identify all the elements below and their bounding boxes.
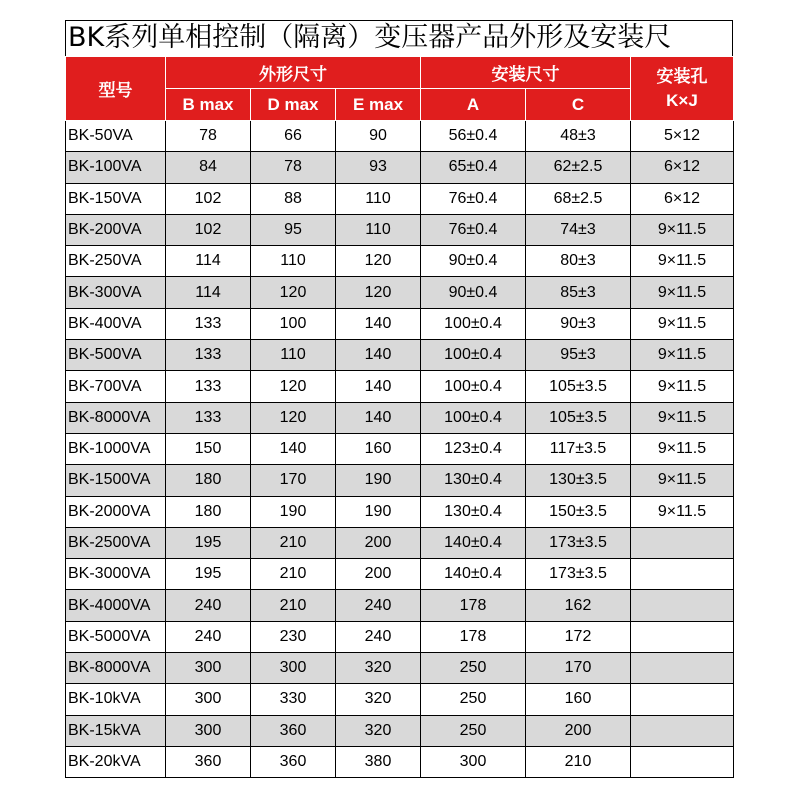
cell-model: BK-300VA xyxy=(66,277,166,308)
cell-c: 130±3.5 xyxy=(526,465,631,496)
cell-b-max: 300 xyxy=(166,653,251,684)
cell-model: BK-250VA xyxy=(66,246,166,277)
cell-model: BK-50VA xyxy=(66,121,166,152)
cell-e-max: 93 xyxy=(336,152,421,183)
cell-d-max: 140 xyxy=(251,433,336,464)
header-hole-label: 安装孔 xyxy=(656,66,708,86)
cell-d-max: 300 xyxy=(251,653,336,684)
cell-d-max: 170 xyxy=(251,465,336,496)
cell-b-max: 84 xyxy=(166,152,251,183)
cell-b-max: 300 xyxy=(166,715,251,746)
cell-d-max: 190 xyxy=(251,496,336,527)
table-row xyxy=(66,433,734,464)
cell-kj: 9×11.5 xyxy=(631,433,734,464)
cell-model: BK-5000VA xyxy=(66,621,166,652)
cell-d-max: 360 xyxy=(251,746,336,777)
cell-a: 76±0.4 xyxy=(421,183,526,214)
table-row xyxy=(66,684,734,715)
cell-d-max: 120 xyxy=(251,402,336,433)
table-row xyxy=(66,527,734,558)
cell-e-max: 320 xyxy=(336,715,421,746)
table-row xyxy=(66,746,734,777)
cell-d-max: 78 xyxy=(251,152,336,183)
cell-kj: 9×11.5 xyxy=(631,402,734,433)
cell-kj: 9×11.5 xyxy=(631,246,734,277)
cell-b-max: 180 xyxy=(166,496,251,527)
header-c: C xyxy=(526,89,631,121)
cell-c: 95±3 xyxy=(526,340,631,371)
table-row xyxy=(66,340,734,371)
table-row xyxy=(66,653,734,684)
cell-c: 85±3 xyxy=(526,277,631,308)
cell-b-max: 78 xyxy=(166,121,251,152)
cell-kj xyxy=(631,715,734,746)
cell-b-max: 133 xyxy=(166,371,251,402)
cell-d-max: 120 xyxy=(251,371,336,402)
cell-e-max: 320 xyxy=(336,653,421,684)
cell-model: BK-2500VA xyxy=(66,527,166,558)
table-body xyxy=(66,121,734,778)
header-d-max: D max xyxy=(251,89,336,121)
cell-e-max: 160 xyxy=(336,433,421,464)
table-row xyxy=(66,715,734,746)
table-row xyxy=(66,590,734,621)
cell-c: 62±2.5 xyxy=(526,152,631,183)
cell-d-max: 230 xyxy=(251,621,336,652)
cell-e-max: 90 xyxy=(336,121,421,152)
cell-model: BK-3000VA xyxy=(66,559,166,590)
cell-a: 123±0.4 xyxy=(421,433,526,464)
cell-a: 56±0.4 xyxy=(421,121,526,152)
cell-kj: 9×11.5 xyxy=(631,277,734,308)
cell-d-max: 88 xyxy=(251,183,336,214)
cell-c: 160 xyxy=(526,684,631,715)
cell-d-max: 110 xyxy=(251,340,336,371)
cell-kj xyxy=(631,527,734,558)
cell-e-max: 240 xyxy=(336,590,421,621)
cell-d-max: 120 xyxy=(251,277,336,308)
cell-e-max: 120 xyxy=(336,277,421,308)
cell-model: BK-2000VA xyxy=(66,496,166,527)
table-row xyxy=(66,371,734,402)
cell-b-max: 133 xyxy=(166,402,251,433)
cell-a: 65±0.4 xyxy=(421,152,526,183)
cell-c: 117±3.5 xyxy=(526,433,631,464)
dimension-table xyxy=(65,56,734,778)
cell-kj xyxy=(631,590,734,621)
cell-a: 76±0.4 xyxy=(421,214,526,245)
cell-b-max: 240 xyxy=(166,621,251,652)
cell-kj: 9×11.5 xyxy=(631,340,734,371)
cell-c: 173±3.5 xyxy=(526,559,631,590)
cell-model: BK-200VA xyxy=(66,214,166,245)
cell-b-max: 300 xyxy=(166,684,251,715)
cell-a: 130±0.4 xyxy=(421,465,526,496)
cell-e-max: 200 xyxy=(336,559,421,590)
cell-c: 48±3 xyxy=(526,121,631,152)
table-row xyxy=(66,465,734,496)
cell-d-max: 95 xyxy=(251,214,336,245)
cell-d-max: 330 xyxy=(251,684,336,715)
cell-c: 68±2.5 xyxy=(526,183,631,214)
cell-a: 100±0.4 xyxy=(421,340,526,371)
cell-e-max: 320 xyxy=(336,684,421,715)
table-row xyxy=(66,214,734,245)
cell-model: BK-4000VA xyxy=(66,590,166,621)
spec-sheet xyxy=(65,20,733,778)
table-row xyxy=(66,277,734,308)
cell-c: 210 xyxy=(526,746,631,777)
cell-model: BK-8000VA xyxy=(66,402,166,433)
cell-b-max: 240 xyxy=(166,590,251,621)
cell-e-max: 190 xyxy=(336,465,421,496)
cell-b-max: 180 xyxy=(166,465,251,496)
cell-b-max: 102 xyxy=(166,183,251,214)
cell-b-max: 102 xyxy=(166,214,251,245)
cell-kj: 9×11.5 xyxy=(631,496,734,527)
table-row xyxy=(66,152,734,183)
table-row xyxy=(66,621,734,652)
cell-b-max: 114 xyxy=(166,246,251,277)
table-row xyxy=(66,308,734,339)
cell-c: 173±3.5 xyxy=(526,527,631,558)
cell-e-max: 200 xyxy=(336,527,421,558)
cell-c: 74±3 xyxy=(526,214,631,245)
cell-kj: 9×11.5 xyxy=(631,465,734,496)
cell-c: 150±3.5 xyxy=(526,496,631,527)
cell-kj: 9×11.5 xyxy=(631,214,734,245)
cell-a: 90±0.4 xyxy=(421,246,526,277)
cell-e-max: 140 xyxy=(336,402,421,433)
table-row xyxy=(66,183,734,214)
cell-e-max: 140 xyxy=(336,340,421,371)
table-row xyxy=(66,559,734,590)
cell-kj: 6×12 xyxy=(631,152,734,183)
cell-model: BK-1000VA xyxy=(66,433,166,464)
cell-kj xyxy=(631,684,734,715)
cell-d-max: 210 xyxy=(251,559,336,590)
cell-d-max: 210 xyxy=(251,590,336,621)
cell-b-max: 195 xyxy=(166,527,251,558)
header-hole-group xyxy=(631,57,734,121)
cell-c: 172 xyxy=(526,621,631,652)
cell-model: BK-15kVA xyxy=(66,715,166,746)
cell-e-max: 110 xyxy=(336,183,421,214)
table-row xyxy=(66,246,734,277)
cell-a: 300 xyxy=(421,746,526,777)
cell-a: 100±0.4 xyxy=(421,371,526,402)
cell-kj: 6×12 xyxy=(631,183,734,214)
cell-a: 100±0.4 xyxy=(421,308,526,339)
cell-e-max: 140 xyxy=(336,371,421,402)
cell-a: 250 xyxy=(421,684,526,715)
cell-e-max: 140 xyxy=(336,308,421,339)
table-row xyxy=(66,402,734,433)
cell-c: 105±3.5 xyxy=(526,371,631,402)
cell-e-max: 120 xyxy=(336,246,421,277)
cell-kj xyxy=(631,746,734,777)
cell-a: 250 xyxy=(421,653,526,684)
cell-kj: 5×12 xyxy=(631,121,734,152)
cell-d-max: 360 xyxy=(251,715,336,746)
cell-model: BK-100VA xyxy=(66,152,166,183)
cell-kj xyxy=(631,653,734,684)
cell-d-max: 66 xyxy=(251,121,336,152)
cell-a: 178 xyxy=(421,590,526,621)
cell-model: BK-20kVA xyxy=(66,746,166,777)
cell-c: 90±3 xyxy=(526,308,631,339)
cell-a: 100±0.4 xyxy=(421,402,526,433)
table-header xyxy=(66,57,734,121)
cell-a: 178 xyxy=(421,621,526,652)
header-e-max: E max xyxy=(336,89,421,121)
table-row xyxy=(66,121,734,152)
page-title: BK系列单相控制（隔离）变压器产品外形及安装尺 xyxy=(65,20,733,56)
header-a: A xyxy=(421,89,526,121)
cell-c: 80±3 xyxy=(526,246,631,277)
cell-e-max: 240 xyxy=(336,621,421,652)
cell-a: 140±0.4 xyxy=(421,559,526,590)
header-outline-group: 外形尺寸 xyxy=(166,57,421,89)
header-mount-group: 安装尺寸 xyxy=(421,57,631,89)
cell-e-max: 110 xyxy=(336,214,421,245)
cell-a: 250 xyxy=(421,715,526,746)
cell-kj xyxy=(631,559,734,590)
cell-model: BK-400VA xyxy=(66,308,166,339)
cell-model: BK-700VA xyxy=(66,371,166,402)
cell-d-max: 210 xyxy=(251,527,336,558)
cell-b-max: 150 xyxy=(166,433,251,464)
cell-kj: 9×11.5 xyxy=(631,371,734,402)
header-hole-sub: K×J xyxy=(666,90,698,110)
cell-model: BK-10kVA xyxy=(66,684,166,715)
cell-a: 90±0.4 xyxy=(421,277,526,308)
cell-a: 140±0.4 xyxy=(421,527,526,558)
cell-model: BK-1500VA xyxy=(66,465,166,496)
cell-c: 162 xyxy=(526,590,631,621)
cell-b-max: 133 xyxy=(166,308,251,339)
cell-model: BK-8000VA xyxy=(66,653,166,684)
cell-b-max: 360 xyxy=(166,746,251,777)
cell-c: 105±3.5 xyxy=(526,402,631,433)
cell-kj xyxy=(631,621,734,652)
table-row xyxy=(66,496,734,527)
cell-kj: 9×11.5 xyxy=(631,308,734,339)
header-model: 型号 xyxy=(66,57,166,121)
cell-model: BK-150VA xyxy=(66,183,166,214)
cell-d-max: 100 xyxy=(251,308,336,339)
cell-b-max: 114 xyxy=(166,277,251,308)
cell-c: 200 xyxy=(526,715,631,746)
cell-d-max: 110 xyxy=(251,246,336,277)
cell-b-max: 133 xyxy=(166,340,251,371)
cell-model: BK-500VA xyxy=(66,340,166,371)
cell-c: 170 xyxy=(526,653,631,684)
cell-a: 130±0.4 xyxy=(421,496,526,527)
cell-b-max: 195 xyxy=(166,559,251,590)
cell-e-max: 190 xyxy=(336,496,421,527)
cell-e-max: 380 xyxy=(336,746,421,777)
header-b-max: B max xyxy=(166,89,251,121)
